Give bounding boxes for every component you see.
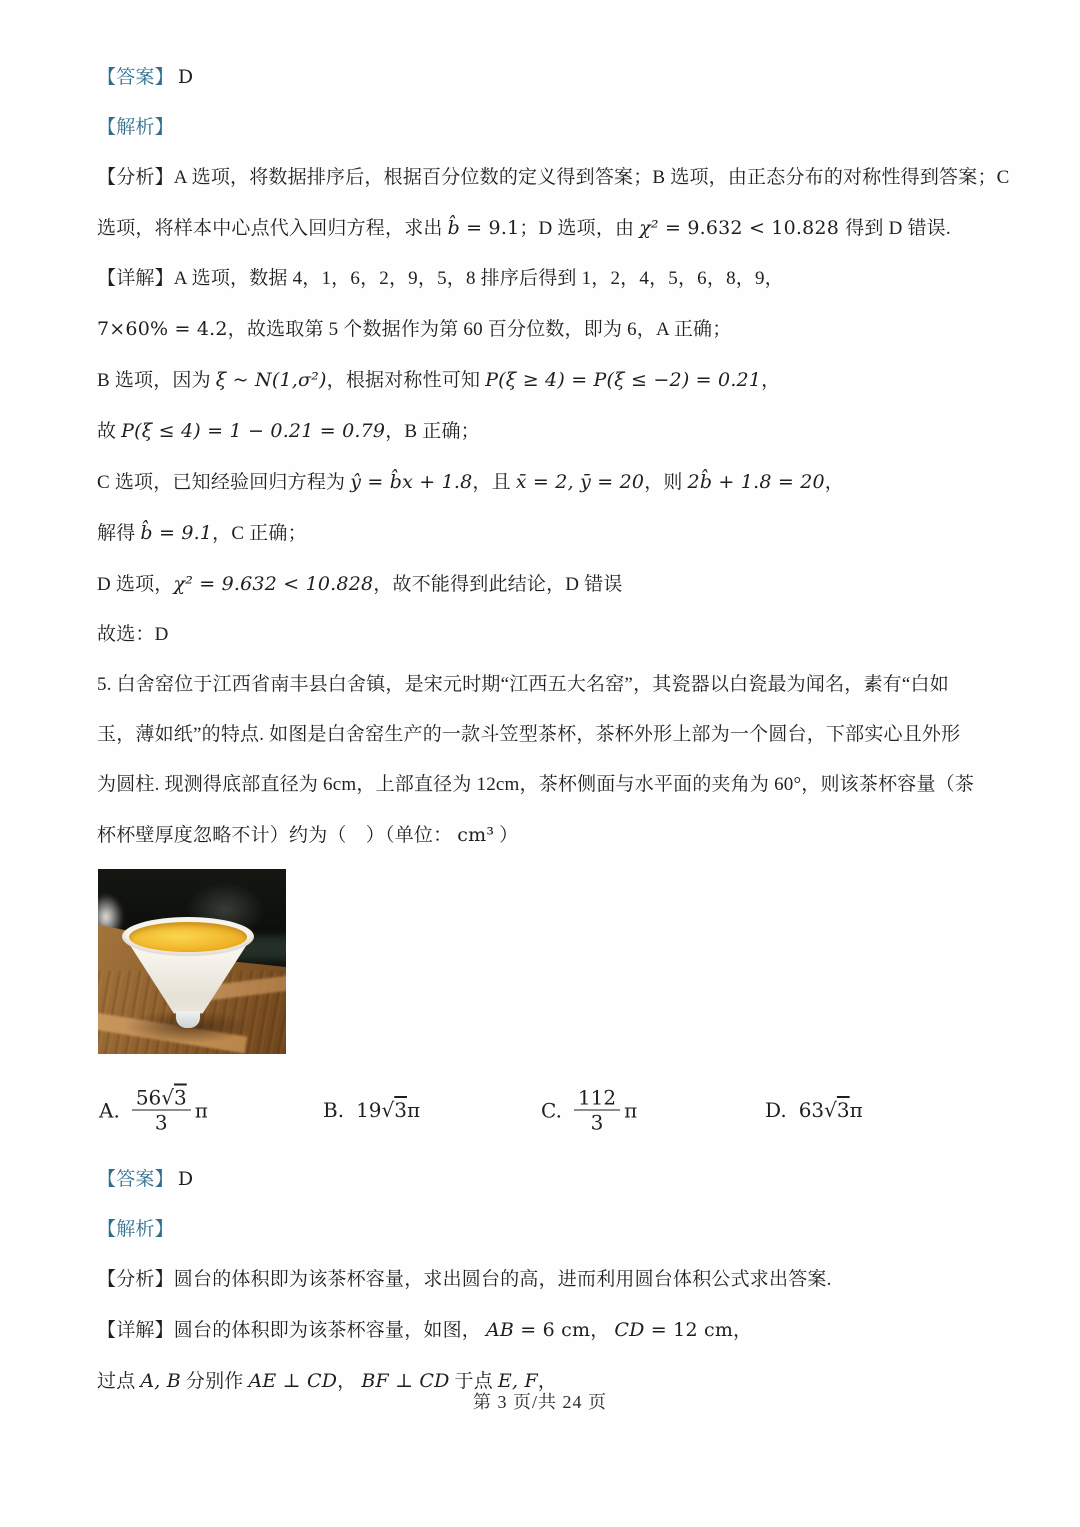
option-B-label: B. (323, 1098, 345, 1122)
text-run: ；D 选项，由 (519, 218, 640, 239)
math-run: = 9.632 < 10.828 (658, 217, 846, 239)
math-run: P(ξ ≥ 4) = P(ξ ≤ −2) = 0.21 (485, 369, 762, 391)
option-C-fraction (574, 1086, 620, 1135)
text-run: ，故选取第 5 个数据作为第 60 百分位数，即为 6，A 正确； (227, 319, 732, 340)
option-B-coeff: 19 (356, 1098, 382, 1122)
math-run: b̂ = 9.1 (140, 522, 213, 544)
text-run: ， (824, 472, 844, 493)
math-run: x̄ = 2, ȳ = 20 (515, 471, 645, 493)
option-D-radicand: 3 (836, 1098, 850, 1122)
math-run: = 12 cm (644, 1319, 734, 1341)
q4-detail-line-4 (97, 406, 983, 457)
q4-answer-line (97, 52, 983, 103)
text-run: 【详解】圆台的体积即为该茶杯容量，如图， (97, 1320, 486, 1341)
math-run: χ² (639, 217, 659, 239)
photo-tea-surface (129, 922, 247, 952)
option-C-den: 3 (574, 1110, 620, 1135)
q5-stem-line-1 (97, 660, 983, 710)
text-run: ，故不能得到此结论，D 错误 (373, 574, 623, 595)
q5-stem-line-2 (97, 710, 983, 760)
page-number: 第 3 页/共 24 页 (472, 1392, 607, 1412)
option-A (99, 1086, 208, 1135)
analysis-label: 【解析】 (97, 1219, 174, 1240)
text-run: 故选：D (97, 624, 169, 645)
text-run: ， (537, 1371, 558, 1392)
q5-analysis-line (97, 1255, 983, 1305)
math-run: b̂ (447, 217, 460, 239)
sqrt-icon (824, 1098, 849, 1122)
q4-detail-line-2 (97, 304, 983, 355)
q4-detail-line-6 (97, 508, 983, 559)
q5-stem-line-3 (97, 760, 983, 810)
q4-detail-line-3 (97, 355, 983, 406)
q4-detail-line-7 (97, 559, 983, 610)
math-run: ŷ = b̂x + 1.8 (350, 471, 473, 493)
option-D-pi: π (849, 1098, 863, 1122)
text-run: C 选项，已知经验回归方程为 (97, 472, 351, 493)
answer-value: D (177, 1168, 194, 1190)
answer-label: 【答案】 (97, 67, 174, 88)
option-D-label: D. (765, 1098, 787, 1122)
text-run: 【分析】圆台的体积即为该茶杯容量，求出圆台的高，进而利用圆台体积公式求出答案. (97, 1269, 832, 1290)
text-run: ，且 (472, 472, 516, 493)
option-A-num: 56 (135, 1085, 162, 1110)
sqrt-icon (161, 1086, 186, 1110)
q4-conclusion-line (97, 610, 983, 660)
math-run: cm³ (457, 824, 495, 846)
q5-stem-line-4 (97, 810, 983, 861)
teacup-photo (98, 869, 286, 1054)
text-run: ， (733, 1320, 753, 1341)
q5-analysis-label-line (97, 1205, 983, 1255)
option-C-label: C. (541, 1098, 562, 1122)
option-A-radicand: 3 (174, 1085, 187, 1110)
text-run: ，C 正确； (212, 523, 307, 544)
math-run: AB (485, 1319, 515, 1341)
answer-value: D (177, 66, 194, 88)
text-run: 【详解】A 选项，数据 4，1，6，2，9，5，8 排序后得到 1，2，4，5，6，8，9， (97, 268, 784, 289)
text-run: 故 (97, 421, 122, 442)
option-B-pi: π (407, 1098, 421, 1122)
q4-detail-line-5 (97, 457, 983, 508)
text-run: 杯杯壁厚度忽略不计）约为（ ）（单位： (97, 825, 458, 846)
text-run: B 选项，因为 (97, 370, 216, 391)
text-run: 5. 白舍窑位于江西省南丰县白舍镇，是宋元时期“江西五大名窑”，其瓷器以白瓷最为闻名，素有“白如 (97, 674, 949, 695)
math-run: = 9.1 (459, 217, 520, 239)
text-run: ， (761, 370, 781, 391)
option-C-pi: π (624, 1098, 638, 1122)
q5-answer-line (97, 1154, 983, 1205)
photo-cup-foot (176, 1011, 200, 1028)
text-run: D 选项， (97, 574, 174, 595)
option-A-pi: π (194, 1098, 208, 1122)
q5-detail-line-1 (97, 1305, 983, 1356)
text-run: ，则 (644, 472, 688, 493)
text-run: 解得 (97, 523, 141, 544)
q4-analysis-line-1 (97, 153, 1010, 203)
sqrt-icon (382, 1098, 407, 1122)
option-A-label: A. (99, 1098, 120, 1122)
answer-label: 【答案】 (97, 1169, 174, 1190)
math-run: = 6 cm (514, 1319, 591, 1341)
math-run: P(ξ ≤ 4) = 1 − 0.21 = 0.79 (121, 420, 386, 442)
option-C-num: 112 (577, 1085, 617, 1110)
q4-analysis-label-line (97, 103, 983, 153)
text-run: ， (337, 1371, 362, 1392)
math-run: CD (614, 1319, 645, 1341)
math-run: E, F (497, 1370, 538, 1392)
photo-teacup (122, 917, 254, 1032)
math-run: AE ⊥ CD (248, 1370, 338, 1392)
text-run: 于点 (449, 1371, 498, 1392)
text-run: 分别作 (180, 1371, 249, 1392)
text-run: ，根据对称性可知 (326, 370, 486, 391)
text-run: ，B 正确； (385, 421, 480, 442)
q5-options-row (97, 1066, 983, 1154)
math-run: χ² = 9.632 < 10.828 (173, 573, 374, 595)
text-run: 玉，薄如纸”的特点. 如图是白舍窑生产的一款斗笠型茶杯，茶杯外形上部为一个圆台，下部实心且外形 (97, 724, 961, 745)
option-B (323, 1098, 420, 1122)
math-run: 7×60% = 4.2 (97, 318, 228, 340)
option-B-radicand: 3 (394, 1098, 407, 1122)
text-run: 得到 D 错误. (845, 218, 951, 239)
option-A-den: 3 (132, 1110, 191, 1135)
math-run: ξ ~ N(1,σ²) (215, 369, 327, 391)
math-run: 2b̂ + 1.8 = 20 (687, 471, 825, 493)
text-run: 过点 (97, 1371, 141, 1392)
text-run: 【分析】A 选项，将数据排序后，根据百分位数的定义得到答案；B 选项，由正态分布的对称性得到答案；C (97, 167, 1010, 188)
text-run: ） (494, 825, 519, 846)
text-run: ， (590, 1320, 615, 1341)
option-D (765, 1098, 863, 1122)
math-run: A, B (140, 1370, 181, 1392)
text-run: 为圆柱. 现测得底部直径为 6cm，上部直径为 12cm，茶杯侧面与水平面的夹角为 60°，则该茶杯容量（茶 (97, 774, 975, 795)
text-run: 选项，将样本中心点代入回归方程，求出 (97, 218, 448, 239)
math-run: BF ⊥ CD (361, 1370, 450, 1392)
option-D-coeff: 63 (798, 1098, 825, 1122)
analysis-label: 【解析】 (97, 117, 174, 138)
option-A-fraction (132, 1086, 191, 1135)
option-C (541, 1086, 637, 1135)
q4-detail-line-1 (97, 254, 983, 304)
q4-analysis-line-2 (97, 203, 983, 254)
